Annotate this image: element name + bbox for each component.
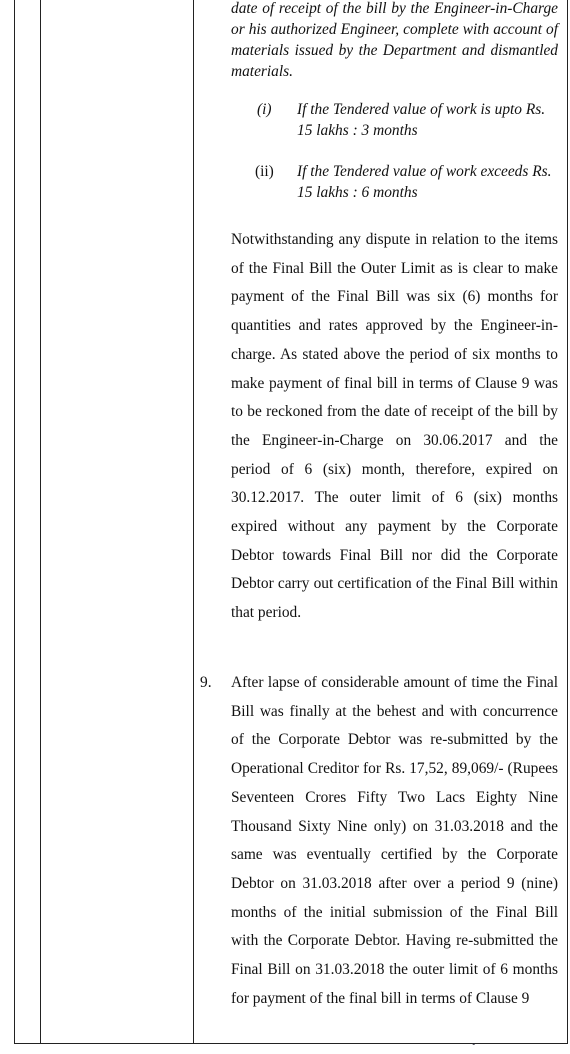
sub-item-number: (i)	[257, 101, 272, 118]
sub-item-i	[231, 99, 558, 141]
quoted-clause-text: date of receipt of the bill by the Engineer-in-Charge or his authorized Engineer, complete with account of materials issued by the Department and dismantled materials.	[231, 0, 558, 80]
column-divider-1	[40, 0, 41, 1044]
body-paragraph: Notwithstanding any dispute in relation to the items of the Final Bill the Outer Limit as is clear to make payment of the Final Bill was six (6) months for quantities and rates approved by the Engineer-in-charge. As stated above the period of six months to make payment of final bill in terms of Clause 9 was to be reckoned from the date of receipt of the bill by the Engineer-in-Charge on 30.06.2017 and the period of 6 (six) month, therefore, expired on 30.12.2017. The outer limit of 6 (six) months expired without any payment by the Corporate Debtor towards Final Bill nor did the Corporate Debtor carry out certification of the Final Bill within that period.	[231, 231, 558, 622]
sub-item-text: If the Tendered value of work exceeds Rs. 15 lakhs : 6 months	[297, 163, 552, 201]
numbered-item-9	[200, 669, 558, 1013]
scan-mark: ˇ	[472, 1043, 476, 1054]
sub-item-number: (ii)	[255, 163, 274, 180]
main-content-column	[231, 0, 558, 628]
item-number: 9.	[200, 674, 212, 691]
column-divider-2	[193, 0, 194, 1044]
item-text: After lapse of considerable amount of time the Final Bill was finally at the behest and with concurrence of the Corporate Debtor was re-submitted by the Operational Creditor for Rs. 17,52, 89,069/- (Rupees Seventeen Crores Fifty Two Lacs Eighty Nine Thousand Sixty Nine only) on 31.03.2018 and the same was eventually certified by the Corporate Debtor on 31.03.2018 after over a period 9 (nine) months of the initial submission of the Final Bill with the Corporate Debtor. Having re-submitted the Final Bill on 31.03.2018 the outer limit of 6 months for payment of the final bill in terms of Clause 9	[231, 674, 558, 1007]
sub-item-ii	[231, 161, 558, 203]
sub-item-text: If the Tendered value of work is upto Rs. 15 lakhs : 3 months	[297, 101, 546, 139]
